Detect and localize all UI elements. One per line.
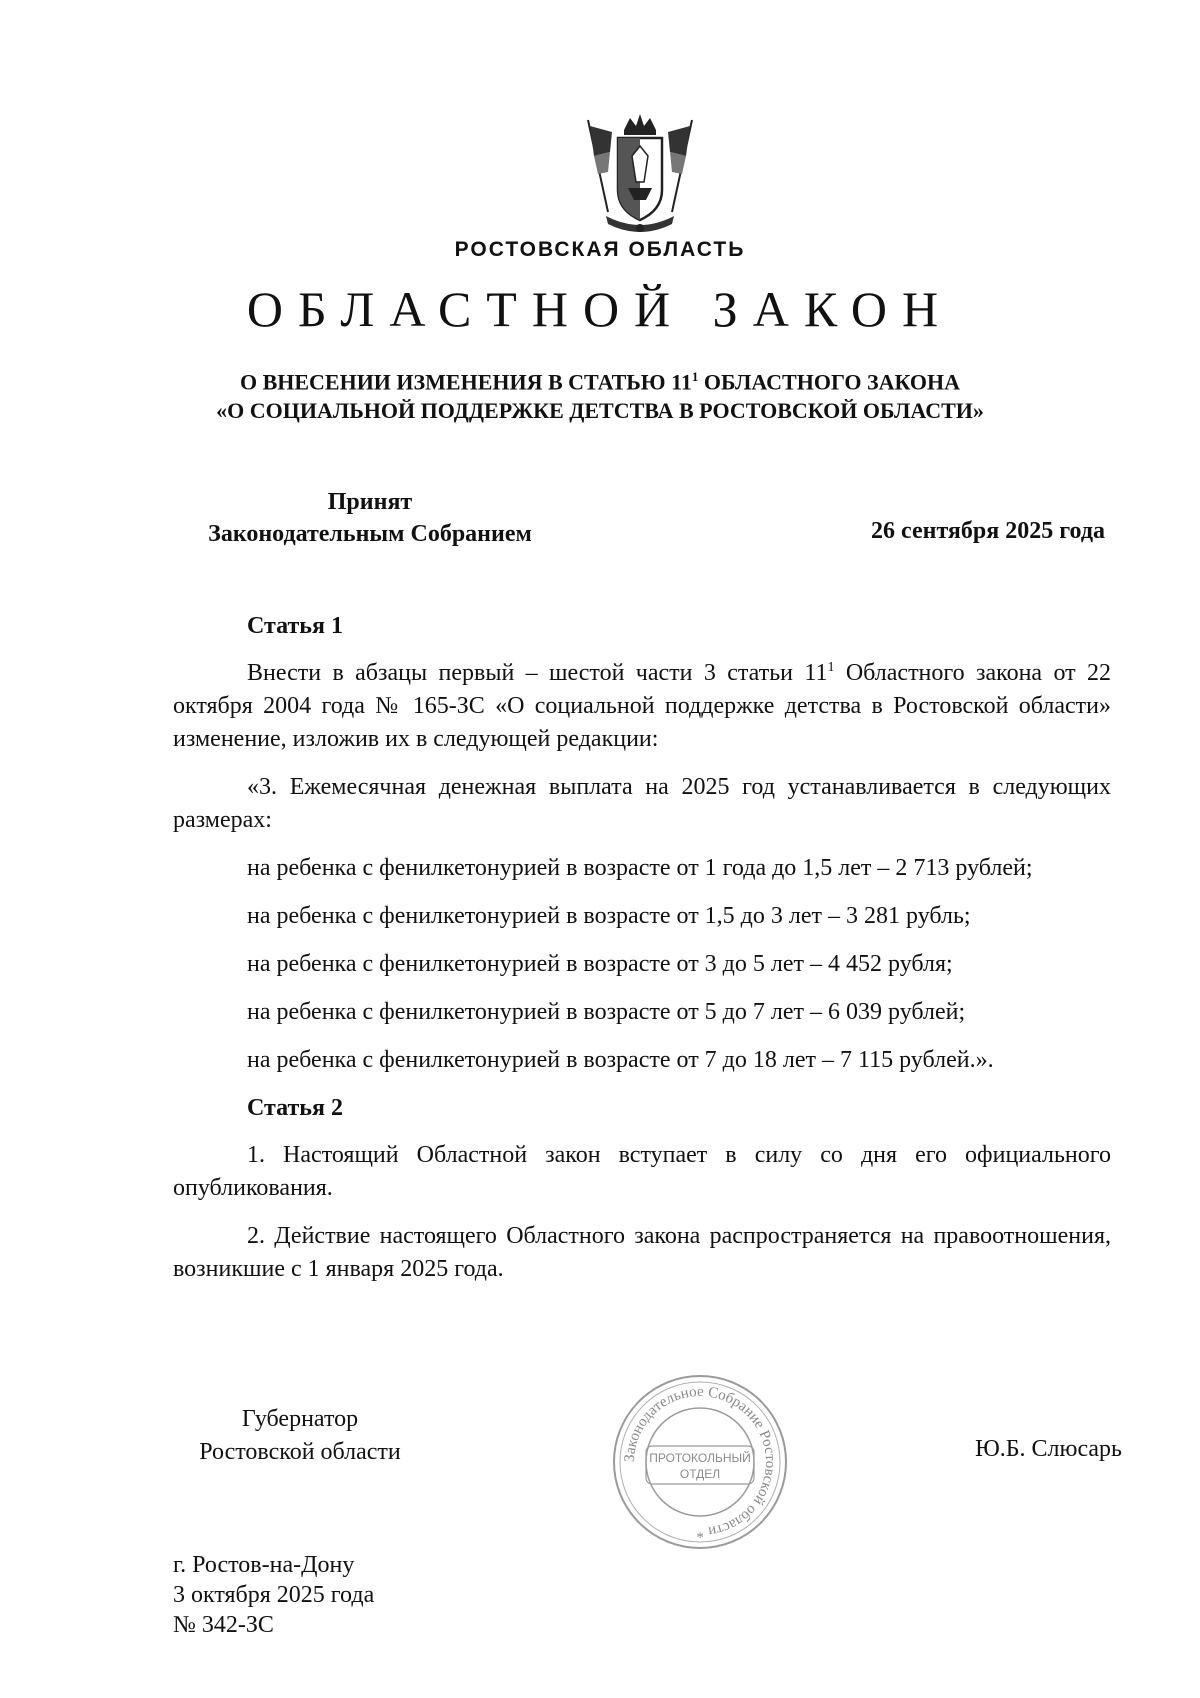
official-stamp-icon (610, 1372, 790, 1552)
stamp-center-line2: ОТДЕЛ (679, 1467, 721, 1481)
document-title-line2: «О СОЦИАЛЬНОЙ ПОДДЕРЖКЕ ДЕТСТВА В РОСТОВСКОЙ ОБЛАСТИ» (216, 398, 984, 424)
signatory-title: Губернатор Ростовской области (199, 1406, 401, 1465)
document-title-line1: О ВНЕСЕНИИ ИЗМЕНЕНИЯ В СТАТЬЮ $11^1$ ОБЛАСТНОГО ЗАКОНА (239, 369, 961, 395)
document-title (0, 362, 1200, 425)
article-2-paragraph: 1. Настоящий Областной закон вступает в силу со дня его официального опубликования. (173, 1142, 1111, 1201)
signing-date: 3 октября 2025 года (173, 1582, 375, 1608)
article-1-heading: Статья 1 (247, 613, 343, 639)
article-1-paragraph: на ребенка с фенилкетонурией в возрасте от 7 до 18 лет – 7 115 рублей.». (247, 1047, 994, 1073)
article-1-paragraph: на ребенка с фенилкетонурией в возрасте от 3 до 5 лет – 4 452 рубля; (247, 951, 953, 977)
city: г. Ростов-на-Дону (173, 1552, 355, 1578)
law-number: № 342-ЗС (173, 1612, 274, 1638)
law-body (173, 610, 1111, 1301)
region-name: РОСТОВСКАЯ ОБЛАСТЬ (454, 238, 746, 261)
signatory-name: Ю.Б. Слюсарь (975, 1436, 1122, 1462)
article-1-paragraph: на ребенка с фенилкетонурией в возрасте от 1 года до 1,5 лет – 2 713 рублей; (247, 855, 1033, 881)
article-2-heading: Статья 2 (247, 1095, 343, 1121)
article-1-paragraph: на ребенка с фенилкетонурией в возрасте от 5 до 7 лет – 6 039 рублей; (247, 999, 966, 1025)
adoption-date: 26 сентября 2025 года (871, 518, 1105, 544)
document-type: ОБЛАСТНОЙ ЗАКОН (246, 281, 954, 337)
stamp-center-line1: ПРОТОКОЛЬНЫЙ (649, 1451, 751, 1465)
article-2-paragraph: 2. Действие настоящего Областного закона распространяется на правоотношения, возникшие с 1 января 2025 года. (173, 1223, 1111, 1282)
article-1-intro: Внести в абзацы первый – шестой части 3 статьи $11^1$ Областного закона от 22 октября 2004 года № 165-ЗС «О социальной поддержке детства в Ростовской области» изменение, изложив их в следующей редакции: (173, 660, 1111, 752)
article-1-paragraph: «3. Ежемесячная денежная выплата на 2025 год устанавливается в следующих размерах: (173, 774, 1111, 833)
stamp-ring-text: Законодательное Собрание Ростовской области * (621, 1383, 779, 1541)
article-1-paragraph: на ребенка с фенилкетонурией в возрасте от 1,5 до 3 лет – 3 281 рубль; (247, 903, 971, 929)
adoption-label: Принят Законодательным Собранием (208, 489, 532, 547)
place-and-date (173, 1550, 374, 1640)
coat-of-arms-icon (580, 112, 700, 236)
